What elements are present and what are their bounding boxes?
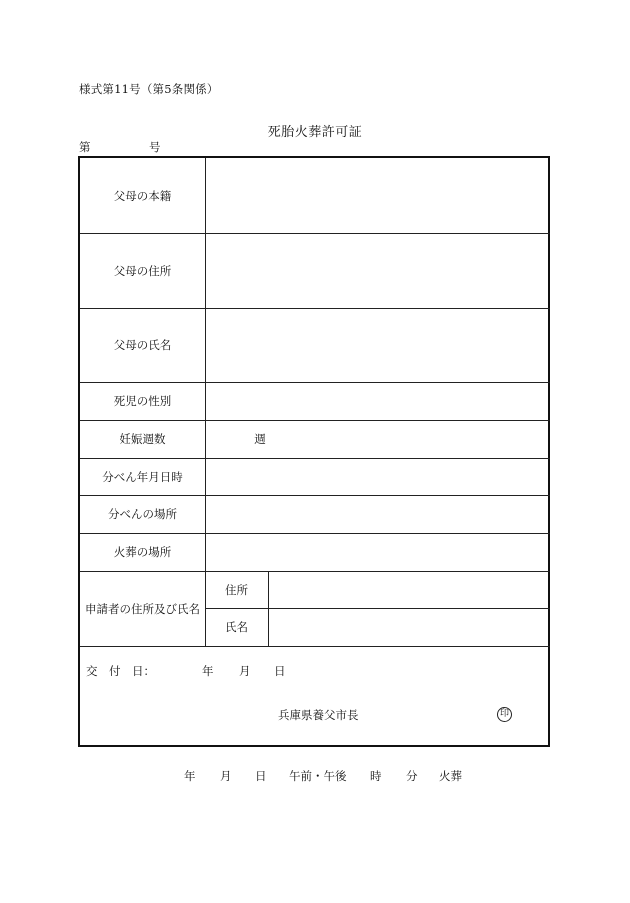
label-cremation-place: 火葬の場所 (113, 545, 172, 559)
document-title: 死胎火葬許可証 (267, 125, 363, 140)
seal-mark: 印 (497, 707, 512, 722)
issue-year: 年 (202, 664, 214, 678)
label-applicant-name: 氏名 (225, 620, 248, 634)
issue-date-label: 交 付 日： (86, 664, 155, 678)
label-delivery-datetime: 分べん年月日時 (102, 469, 183, 484)
gestation-week-unit: 週 (254, 432, 266, 446)
label-parents-address: 父母の住所 (113, 263, 172, 278)
label-applicant: 申請者の住所及び氏名 (85, 601, 200, 616)
label-gestation-weeks: 妊娠週数 (119, 432, 166, 446)
cremation-label: 火葬 (439, 769, 462, 783)
cremation-hour: 時 (370, 769, 382, 783)
issuer-name: 兵庫県養父市長 (278, 708, 359, 722)
form-number: 様式第11号（第5条関係） (79, 82, 219, 96)
cremation-year: 年 (184, 769, 196, 783)
number-suffix: 号 (149, 140, 161, 154)
label-applicant-address: 住所 (225, 582, 248, 597)
issue-day: 日 (274, 664, 286, 678)
label-parents-name: 父母の氏名 (113, 338, 172, 352)
issue-month: 月 (239, 664, 251, 678)
cremation-day: 日 (255, 769, 267, 783)
label-stillborn-sex: 死児の性別 (113, 394, 172, 408)
permit-form-table (78, 156, 550, 747)
number-prefix: 第 (79, 140, 91, 154)
row-divider (80, 646, 550, 647)
cremation-month: 月 (220, 769, 232, 783)
cremation-minute: 分 (406, 769, 418, 783)
cremation-ampm: 午前・午後 (289, 769, 347, 783)
label-parents-domicile: 父母の本籍 (113, 188, 172, 203)
label-delivery-place: 分べんの場所 (108, 507, 177, 521)
